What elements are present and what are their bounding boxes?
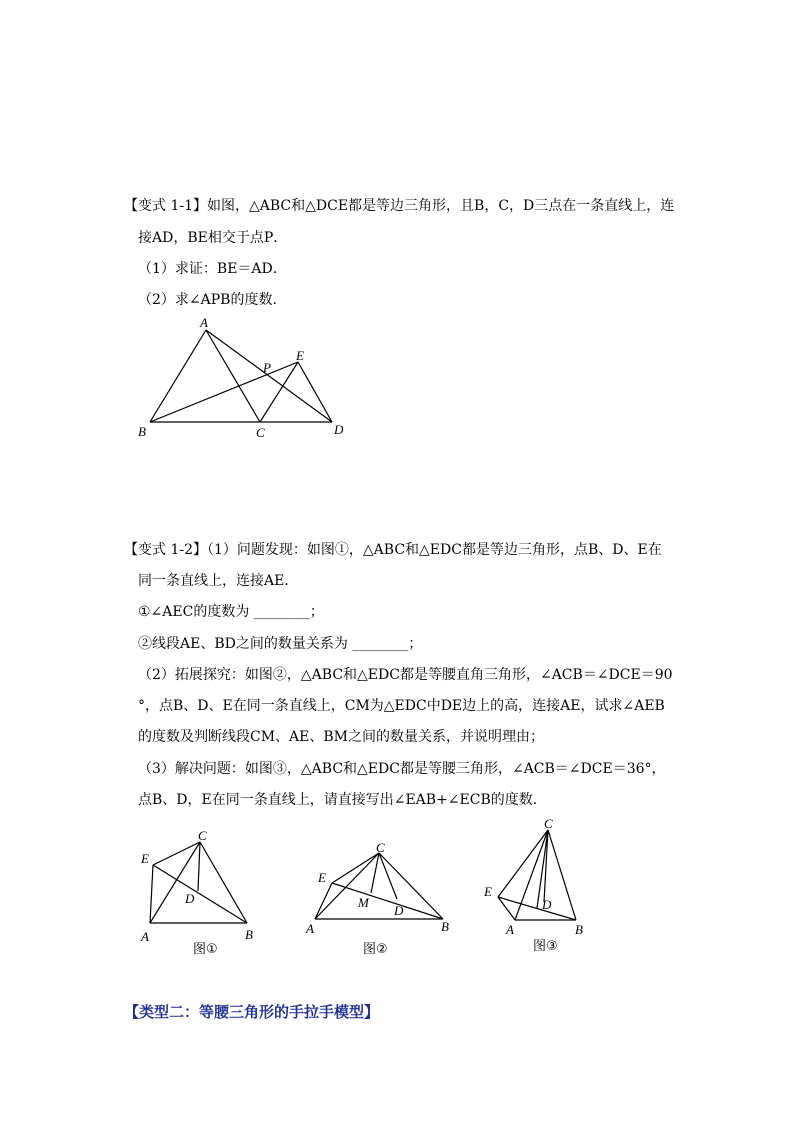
fig3-label-C: C <box>544 816 553 831</box>
problem-1-2-line-6: °，点B、D、E在同一条直线上，CM为△EDC中DE边上的高，连接AE，试求∠AEB <box>138 698 665 714</box>
fig1-label-C: C <box>198 828 207 843</box>
problem-1-1-question-2: （2）求∠APB的度数． <box>138 292 287 308</box>
section-heading: 【类型二：等腰三角形的手拉手模型】 <box>124 1003 380 1021</box>
figure-2 <box>300 835 465 964</box>
fig1-label-B: B <box>245 927 253 942</box>
fig3-label-E: E <box>484 884 492 899</box>
label-D: D <box>334 422 344 437</box>
label-E: E <box>296 348 304 363</box>
problem-1-2-line-8: （3）解决问题：如图③，△ABC和△EDC都是等腰三角形，∠ACB＝∠DCE＝36°， <box>138 761 666 777</box>
fig3-label-D: D <box>542 897 552 912</box>
problem-1-2-line-1: 【变式 1-2】（1）问题发现：如图①，△ABC和△EDC都是等边三角形，点B、D、E在 <box>124 542 662 558</box>
problem-1-2-line-3: ①∠AEC的度数为 ________； <box>138 604 324 620</box>
figure-3 <box>478 815 598 964</box>
problem-1-1-question-1: （1）求证：BE＝AD． <box>138 261 287 277</box>
fig3-label-B: B <box>575 922 583 937</box>
fig2-label-C: C <box>376 840 385 855</box>
problem-1-1-line-2: 接AD，BE相交于点P． <box>138 230 288 246</box>
fig1-caption: 图① <box>193 942 218 957</box>
figure-1-1 <box>130 310 360 449</box>
fig2-label-D: D <box>394 903 404 918</box>
problem-1-1-line-1: 【变式 1-1】如图，△ABC和△DCE都是等边三角形，且B，C，D三点在一条直线上，连 <box>124 198 675 214</box>
problem-1-2-line-9: 点B、D，E在同一条直线上，请直接写出∠EAB+∠ECB的度数． <box>138 792 547 808</box>
label-B: B <box>138 424 146 439</box>
problem-1-2-line-2: 同一条直线上，连接AE． <box>138 573 299 589</box>
label-P: P <box>263 360 271 375</box>
fig2-caption: 图② <box>363 942 388 957</box>
figure-1 <box>135 825 265 964</box>
problem-1-2-line-4: ②线段AE、BD之间的数量关系为 ________； <box>138 636 423 652</box>
fig2-label-A: A <box>306 921 314 936</box>
fig3-label-A: A <box>506 922 514 937</box>
problem-1-2-line-7: 的度数及判断线段CM、AE、BM之间的数量关系，并说明理由； <box>138 729 544 745</box>
fig2-label-E: E <box>318 870 326 885</box>
label-A: A <box>200 315 208 330</box>
fig3-caption: 图③ <box>533 939 558 954</box>
fig1-label-A: A <box>141 929 149 944</box>
label-C: C <box>256 425 265 440</box>
fig2-label-M: M <box>358 895 369 910</box>
fig1-label-D: D <box>185 891 195 906</box>
fig2-label-B: B <box>441 919 449 934</box>
fig1-label-E: E <box>141 851 149 866</box>
problem-1-2-line-5: （2）拓展探究：如图②，△ABC和△EDC都是等腰直角三角形，∠ACB＝∠DCE＝90 <box>138 667 673 683</box>
